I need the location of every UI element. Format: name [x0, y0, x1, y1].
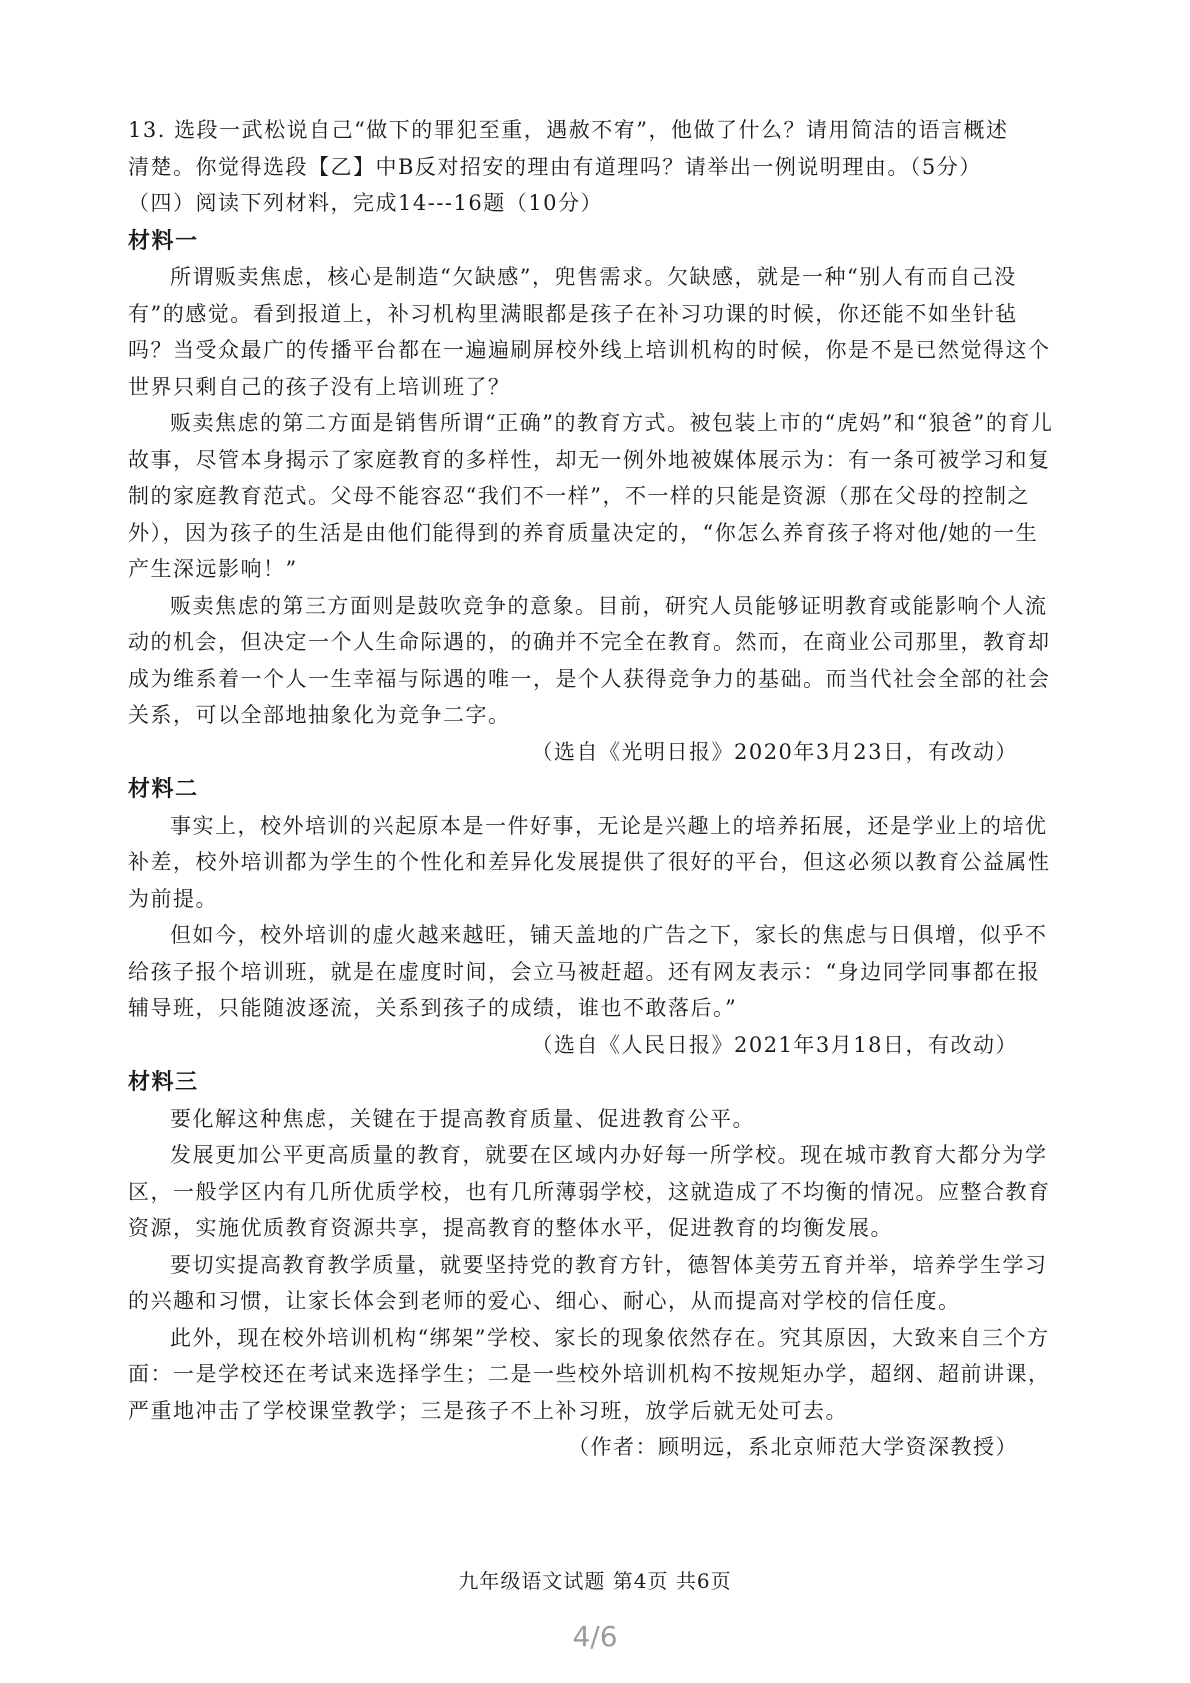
- section-4-instruction: （四）阅读下列材料，完成14---16题（10分）: [128, 191, 603, 215]
- question-13-line-2: 清楚。你觉得选段【乙】中B反对招安的理由有道理吗？请举出一例说明理由。（5分）: [128, 154, 982, 179]
- page-content: [128, 112, 1058, 1466]
- material-2-paragraph-2: 但如今，校外培训的虚火越来越旺，铺天盖地的广告之下，家长的焦虑与日俱增，似乎不给孩子报个培训班，就是在虚度时间，会立马被赶超。还有网友表示：“身边同学同事都在报辅导班，只能随波逐流，关系到孩子的成绩，谁也不敢落后。”: [128, 923, 1048, 1020]
- material-2-source: （选自《人民日报》2021年3月18日，有改动）: [531, 1032, 1018, 1057]
- viewer-page-indicator: 4/6: [572, 1620, 618, 1653]
- material-1-paragraph-1: 所谓贩卖焦虑，核心是制造“欠缺感”，兜售需求。欠缺感，就是一种“别人有而自己没有”的感觉。看到报道上，补习机构里满眼都是孩子在补习功课的时候，你还能不如坐针毡吗？当受众最广的传播平台都在一遍遍刷屏校外线上培训机构的时候，你是不是已然觉得这个世界只剩自己的孩子没有上培训班了？: [128, 265, 1051, 399]
- material-3-paragraph-3: 要切实提高教育教学质量，就要坚持党的教育方针，德智体美劳五育并举，培养学生学习的兴趣和习惯，让家长体会到老师的爱心、细心、耐心，从而提高对学校的信任度。: [128, 1252, 1048, 1313]
- material-3-paragraph-2: 发展更加公平更高质量的教育，就要在区域内办好每一所学校。现在城市教育大都分为学区，一般学区内有几所优质学校，也有几所薄弱学校，这就造成了不均衡的情况。应整合教育资源，实施优质教育资源共享，提高教育的整体水平，促进教育的均衡发展。: [128, 1143, 1051, 1240]
- material-3-source: （作者：顾明远，系北京师范大学资深教授）: [568, 1435, 1018, 1459]
- material-3-heading: 材料三: [128, 1069, 199, 1095]
- material-1-paragraph-2: 贩卖焦虑的第二方面是销售所谓“正确”的教育方式。被包装上市的“虎妈”和“狼爸”的育儿故事，尽管本身揭示了家庭教育的多样性，却无一例外地被媒体展示为：有一条可被学习和复制的家庭教育范式。父母不能容忍“我们不一样”，不一样的只能是资源（那在父母的控制之外），因为孩子的生活是由他们能得到的养育质量决定的，“你怎么养育孩子将对他/她的一生产生深远影响！”: [128, 411, 1054, 581]
- material-1-heading: 材料一: [128, 227, 199, 254]
- material-2-heading: 材料二: [128, 776, 199, 802]
- question-13-line-1: 13. 选段一武松说自己“做下的罪犯至重，遇赦不宥”，他做了什么？请用简洁的语言概述: [128, 118, 1009, 142]
- material-3-paragraph-4: 此外，现在校外培训机构“绑架”学校、家长的现象依然存在。究其原因，大致来自三个方面：一是学校还在考试来选择学生；二是一些校外培训机构不按规矩办学，超纲、超前讲课，严重地冲击了学校课堂教学；三是孩子不上补习班，放学后就无处可去。: [128, 1325, 1051, 1423]
- material-3-paragraph-1: 要化解这种焦虑，关键在于提高教育质量、促进教育公平。: [170, 1106, 755, 1131]
- material-1-paragraph-3: 贩卖焦虑的第三方面则是鼓吹竞争的意象。目前，研究人员能够证明教育或能影响个人流动的机会，但决定一个人生命际遇的，的确并不完全在教育。然而，在商业公司那里，教育却成为维系着一个人一生幸福与际遇的唯一，是个人获得竞争力的基础。而当代社会全部的社会关系，可以全部地抽象化为竞争二字。: [128, 593, 1051, 727]
- page-footer: 九年级语文试题 第4页 共6页: [458, 1569, 732, 1593]
- material-1-source: （选自《光明日报》2020年3月23日，有改动）: [531, 739, 1018, 764]
- material-2-paragraph-1: 事实上，校外培训的兴起原本是一件好事，无论是兴趣上的培养拓展，还是学业上的培优补差，校外培训都为学生的个性化和差异化发展提供了很好的平台，但这必须以教育公益属性为前提。: [128, 813, 1051, 911]
